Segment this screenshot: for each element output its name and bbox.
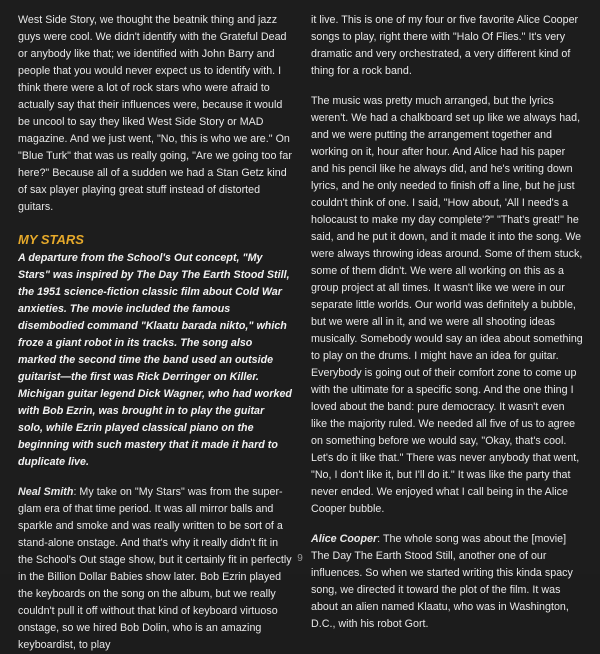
quote-text: : My take on "My Stars" was from the super-glam era of that time period. It was all mirror balls and sparkle and smoke and was really written to be sort of a stand-alone onstage. And that's why it really didn't fit in the School's Out stage show, but it certainly fit in perfectly in the Billion Dollar Babies show later. Bob Ezrin played the keyboards on the song on the album, but we really couldn't pull it off without that kind of keyboard virtuoso onstage, so we hired Bob Dolin, who is an amazing keyboardist, to play xyxy=(18,486,292,651)
paragraph-lyrics: The music was pretty much arranged, but the lyrics weren't. We had a chalkboard set up like we always had, and we were putting the arrangement together and working on it, hour after hour. And Alice had his paper and his pencil like he always did, and he's writing down lyrics, and he only needed to finish off a line, but he just couldn't think of one. I said, "How about, 'All I need's a holocaust to make my day complete'?" "That's great!" he said, and he put it down, and it made it into the song. We were always throwing ideas around. Some of them stuck, some of them didn't. We were all working on this as a group project at all times. It wasn't like we were in our separate little worlds. Our world was definitely a bubble, but we were all in it, and we were all shooting ideas musically. Somebody would say an idea about something to play on the drums. I might have an idea for guitar. Everybody is going out of their comfort zone to come up with the ultimate for a specific song. And the one thing I loved about the band: pure democracy. It wasn't even like the majority ruled. We needed all five of us to agree on something before we would say, "Okay, that's cool. Let's do it like that." There was never anybody that went, "No, I don't like it, but I'll do it." It was like the party that never ended. We enjoyed what I call being in the Alice Cooper bubble. xyxy=(311,95,583,515)
paragraph-neal-smith xyxy=(18,484,292,654)
section-intro: A departure from the School's Out concept, "My Stars" was inspired by The Day The Earth Stood Still, the 1951 science-fiction classic film about Cold War anxieties. The movie included the famous disembodied command "Klaatu barada nikto," which froze a giant robot in its tracks. The song also marked the second time the band used an outside guitarist—the first was Rick Derringer on Killer. Michigan guitar legend Dick Wagner, who had worked with Bob Ezrin, was brought in to play the guitar solo, while Ezrin played classical piano on the beginning with such mastery that it made it hard to duplicate live. xyxy=(18,252,292,468)
speaker-name: Neal Smith xyxy=(18,486,74,498)
paragraph-continued: it live. This is one of my four or five favorite Alice Cooper songs to play, right there with "Halo Of Flies." It's very dramatic and very orchestrated, a very different kind of thing for a rock band. xyxy=(311,14,579,77)
paragraph-alice-cooper xyxy=(311,531,583,633)
paragraph-west-side-story: West Side Story, we thought the beatnik thing and jazz guys were cool. We didn't identify with the Grateful Dead or anybody like that; we identified with John Barry and people that you would never expect us to identify with. I think there were a lot of rock stars who were afraid to actually say that their influences were, because it would be uncool to say they liked West Side Story or MAD magazine. And we just went, "No, this is who we are." On "Blue Turk" that was us really going, "Are we going too far here?" Because all of a sudden we had a Stan Getz kind of sax player playing great stuff instead of distorted guitars. xyxy=(18,14,292,213)
page-number: 9 xyxy=(297,553,303,564)
right-column xyxy=(311,12,583,633)
section-heading-my-stars: MY STARS xyxy=(18,232,84,247)
quote-text: : The whole song was about the [movie] The Day The Earth Stood Still, another one of our influences. So when we started writing this kinda spacy song, we directed it toward the plot of the film. It was about an alien named Klaatu, who was in Washington, D.C., with his robot Gort. xyxy=(311,533,573,630)
speaker-name: Alice Cooper xyxy=(311,533,378,545)
